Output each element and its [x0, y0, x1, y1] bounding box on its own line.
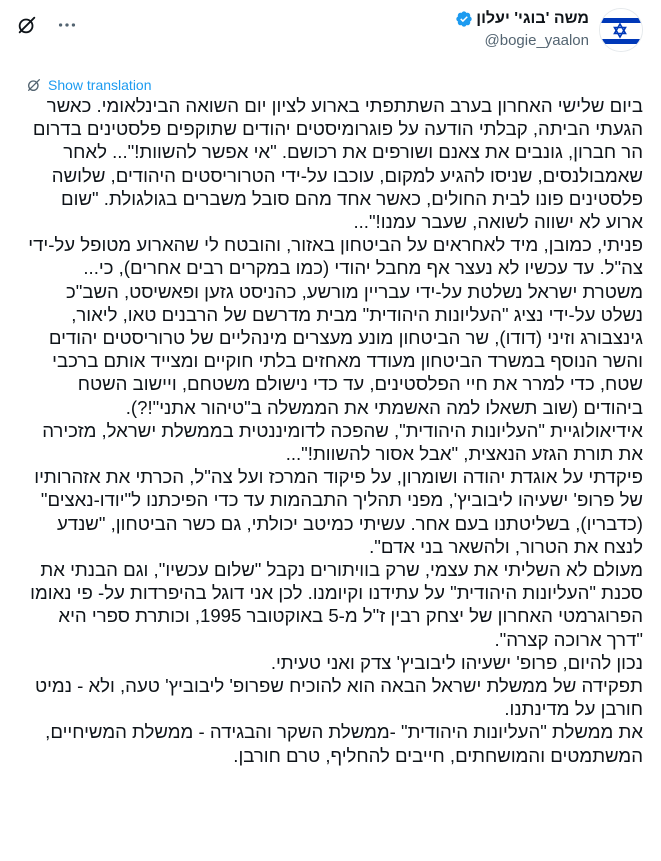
translate-icon [26, 77, 42, 93]
user-info [455, 9, 589, 51]
author-handle[interactable]: @bogie_yaalon [484, 32, 589, 49]
author-display-name[interactable]: משה 'בוגי' יעלון [476, 10, 589, 27]
more-options-icon[interactable] [56, 14, 78, 36]
israel-flag-icon [599, 9, 642, 52]
verified-badge-icon[interactable] [455, 10, 473, 28]
post-header [0, 0, 661, 70]
post-text: ביום שלישי האחרון בערב השתתפתי בארוע לציון יום השואה הבינלאומי. כאשר הגעתי הביתה, קבלתי הודעה על פוגרומיסטים יהודים שתוקפים פלסטינים בדרום הר חברון, גונבים את צאנם ושורפים את רכושם. "אי אפשר להשוות!"... לאחר שאמבולנסים, שניסו להגיע למקום, עוכבו על-ידי הטרוריסטים היהודים, שלושה פלסטינים פונו לבית החולים, כאשר אחד מהם סובל משברים בגולגולת. "שום ארוע לא ישווה לשואה, שעבר עמנו!"... פניתי, כמובן, מיד לאחראים על הביטחון באזור, והובטח לי שהארוע מטופל על-ידי צה"ל. עד עכשיו לא נעצר אף מחבל יהודי (כמו במקרים רבים אחרים), כי... משטרת ישראל נשלטת על-ידי עבריין מורשע, כהניסט גזען ופאשיסט, השב"כ נשלט על-ידי נציג "העליונות היהודית" מבית מדרשם של הרבנים טאו, ליאור, גינצבורג וזיני (דודו), שר הביטחון מונע מעצרים מינהליים של טרוריסטים יהודים והשר הנוסף במשרד הביטחון מעודד מאחזים בלתי חוקיים ומצייד אותם ברכבי שטח, כדי למרר את חיי הפלסטינים, עד כדי נישולם משטחם, ויישוב השטח ביהודים (שוב תשאלו למה האשמתי את הממשלה ב"טיהור אתני"!?). אידיאולוגיית "העליונות היהודית", שהפכה לדומיננטית בממשלת ישראל, מזכירה את תורת הגזע הנאצית, "אבל אסור להשוות!"... פיקדתי על אוגדת יהודה ושומרון, על פיקוד המרכז ועל צה"ל, הכרתי את אזהרותיו של פרופ' ישעיהו ליבוביץ', מפני תהליך התבהמות עד כדי הפיכתנו ל"יודו-נאצים" (כדבריו), בשליטתנו בעם אחר. עשיתי כמיטב יכולתי, גם כשר הביטחון, "שנדע לנצח את הטרור, ולהשאר בני אדם". מעולם לא השליתי את עצמי, שרק בוויתורים נקבל "שלום עכשיו", וגם הבנתי את סכנת "העליונות היהודית" על עתידנו וקיומנו. לכן אני דוגל בהיפרדות על- פי נאומו הפרוגרמטי האחרון של יצחק רבין ז"ל מ-5 באוקטובר 1995, וכותרת ספרי היא "דרך ארוכה קצרה". נכון להיום, פרופ' ישעיהו ליבוביץ' צדק ואני טעיתי. תפקידה של ממשלת ישראל הבאה הוא להוכיח שפרופ' ליבוביץ' טעה, ולא - נמיט חורבן על מדינתנו. את ממשלת "העליונות היהודית" -ממשלת השקר והבגידה - ממשלת המשיחיים, המשתמטים והמושחתים, חייבים להחליף, טרם חורבן. [28, 95, 643, 766]
show-translation-row[interactable] [26, 76, 152, 94]
name-row [455, 9, 589, 29]
avatar[interactable] [599, 8, 643, 52]
show-translation-link[interactable]: Show translation [48, 77, 152, 93]
grok-icon[interactable] [16, 14, 38, 36]
